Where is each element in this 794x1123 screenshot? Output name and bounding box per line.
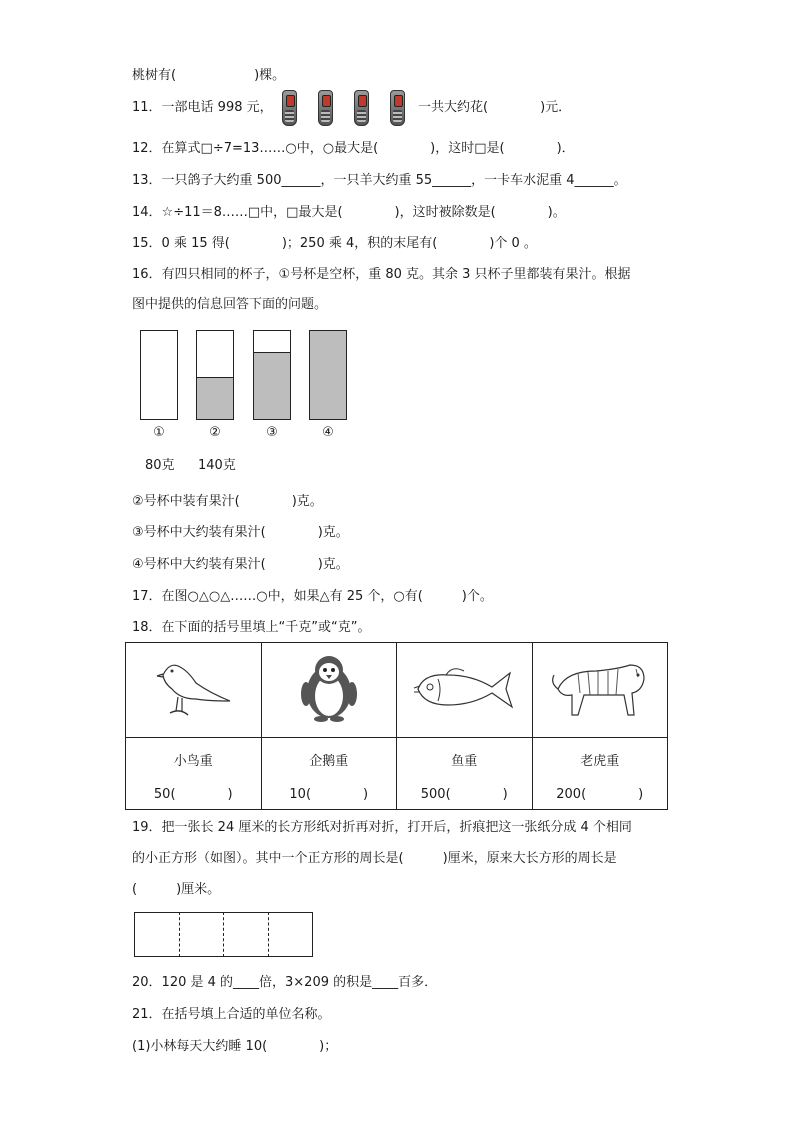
tiger-weight-cell bbox=[532, 738, 668, 810]
penguin-icon bbox=[294, 652, 364, 724]
q11-lead: 11．一部电话 998 元， bbox=[132, 100, 273, 115]
q19-line1: 19．把一张长 24 厘米的长方形纸对折再对折，打开后，折痕把这一张纸分成 4 个相同 bbox=[132, 820, 632, 835]
phone-icon bbox=[282, 90, 297, 126]
penguin-weight-cell bbox=[261, 738, 397, 810]
cup-3 bbox=[253, 330, 291, 420]
phone-icon bbox=[390, 90, 405, 126]
animal-name: 小鸟重 bbox=[173, 753, 213, 769]
animal-name: 企鹅重 bbox=[309, 753, 349, 769]
bird-cell bbox=[126, 643, 262, 738]
q18: 18．在下面的括号里填上“千克”或“克”。 bbox=[132, 620, 371, 635]
q15: 15．0 乘 15 得( )；250 乘 4，积的末尾有( )个 0 。 bbox=[132, 236, 537, 251]
fold-line bbox=[223, 912, 224, 957]
phone-icon bbox=[354, 90, 369, 126]
q17: 17．在图○△○△……○中，如果△有 25 个，○有( )个。 bbox=[132, 589, 493, 604]
animal-name: 鱼重 bbox=[451, 753, 478, 769]
fold-line bbox=[268, 912, 269, 957]
fish-cell bbox=[397, 643, 533, 738]
cup-1 bbox=[140, 330, 178, 420]
q16-sub1: ②号杯中装有果汁( )克。 bbox=[132, 494, 323, 509]
q16-sub3: ④号杯中大约装有果汁( )克。 bbox=[132, 557, 349, 572]
tiger-icon bbox=[548, 653, 652, 723]
q20: 20．120 是 4 的____倍，3×209 的积是____百多． bbox=[132, 975, 438, 990]
q12: 12．在算式□÷7=13……○中，○最大是( )，这时□是( )． bbox=[132, 141, 575, 156]
cup-weight: 80克 bbox=[145, 458, 175, 473]
q16-line1: 16．有四只相同的杯子，①号杯是空杯，重 80 克。其余 3 只杯子里都装有果汁。根据 bbox=[132, 267, 631, 282]
q13: 13．一只鸽子大约重 500______，一只羊大约重 55______，一卡车水泥重 4______。 bbox=[132, 173, 627, 188]
cup-4 bbox=[309, 330, 347, 420]
tiger-cell bbox=[532, 643, 668, 738]
q16-sub2: ③号杯中大约装有果汁( )克。 bbox=[132, 525, 349, 540]
cup-juice bbox=[197, 377, 233, 419]
bird-icon bbox=[148, 653, 238, 723]
q11-tail: 一共大约花( )元． bbox=[418, 100, 572, 115]
cup-juice bbox=[310, 331, 346, 419]
cup-juice bbox=[254, 352, 290, 419]
animal-weight-table bbox=[125, 642, 668, 810]
q21-sub1: (1)小林每天大约睡 10( )； bbox=[132, 1039, 338, 1054]
fish-icon bbox=[412, 663, 516, 713]
q16-line2: 图中提供的信息回答下面的问题。 bbox=[132, 297, 328, 312]
animal-weight-blank[interactable]: 10( ) bbox=[289, 786, 369, 802]
cup-label: ② bbox=[209, 425, 221, 440]
penguin-cell bbox=[261, 643, 397, 738]
cup-weight: 140克 bbox=[198, 458, 236, 473]
q19-line2: 的小正方形（如图）。其中一个正方形的周长是( )厘米，原来大长方形的周长是 bbox=[132, 851, 617, 866]
q19-line3: ( )厘米。 bbox=[132, 882, 221, 897]
animal-name: 老虎重 bbox=[580, 753, 620, 769]
cup-label: ③ bbox=[266, 425, 278, 440]
cup-2 bbox=[196, 330, 234, 420]
animal-weight-blank[interactable]: 500( ) bbox=[420, 786, 508, 802]
q10-tail: 桃树有( )棵。 bbox=[132, 68, 286, 83]
cup-label: ④ bbox=[322, 425, 334, 440]
q14: 14．☆÷11＝8……□中，□最大是( )，这时被除数是( )。 bbox=[132, 205, 566, 220]
bird-weight-cell bbox=[126, 738, 262, 810]
animal-weight-blank[interactable]: 50( ) bbox=[153, 786, 233, 802]
fold-line bbox=[179, 912, 180, 957]
animal-weight-blank[interactable]: 200( ) bbox=[556, 786, 644, 802]
cup-label: ① bbox=[153, 425, 165, 440]
phone-icon bbox=[318, 90, 333, 126]
q21: 21．在括号填上合适的单位名称。 bbox=[132, 1007, 331, 1022]
fish-weight-cell bbox=[397, 738, 533, 810]
